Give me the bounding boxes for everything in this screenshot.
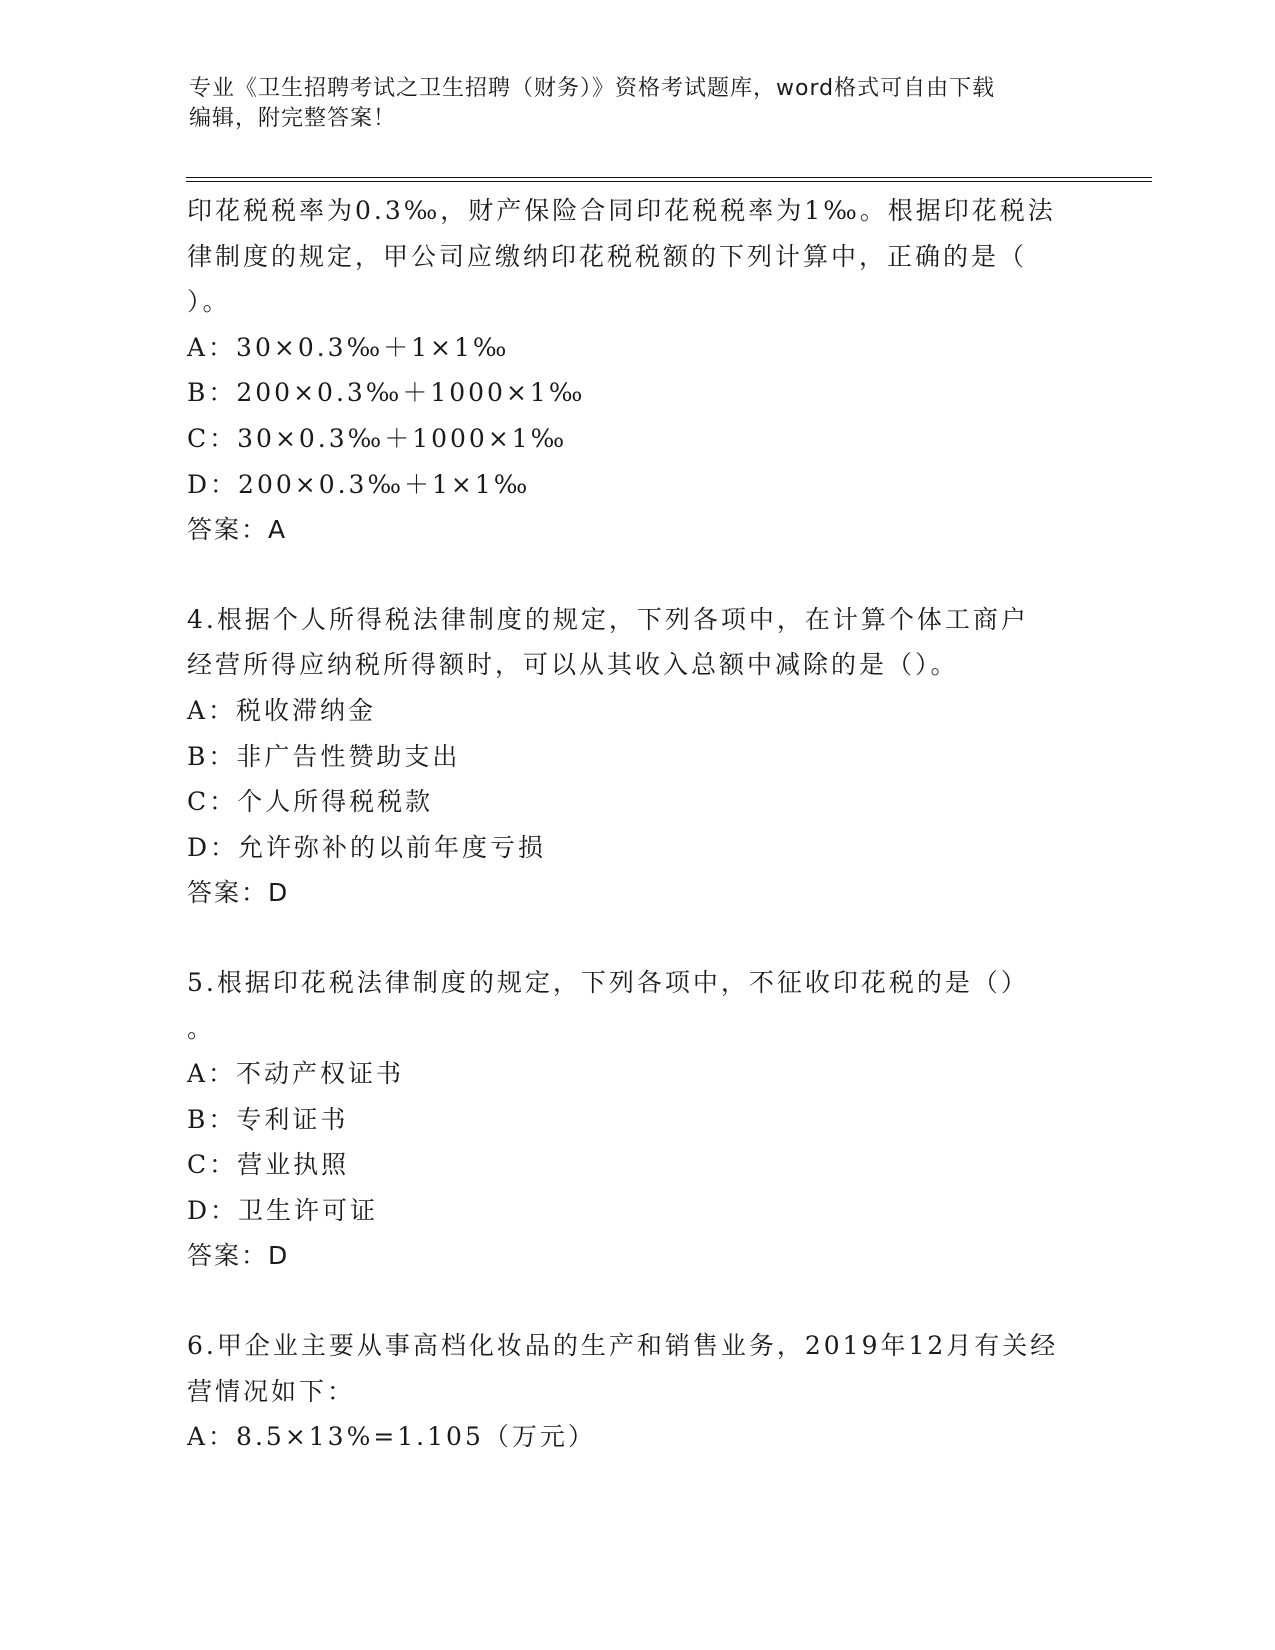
question-6 — [187, 1323, 1087, 1460]
question-3-text-line: 律制度的规定，甲公司应缴纳印花税税额的下列计算中，正确的是（ — [187, 241, 1028, 271]
spacer — [187, 1279, 1087, 1323]
question-4 — [187, 597, 1087, 916]
question-3-option-a: A：30×0.3‰＋1×1‰ — [187, 332, 510, 362]
question-3-option-b: B：200×0.3‰＋1000×1‰ — [187, 378, 586, 408]
question-4-text-line: 经营所得应纳税所得额时，可以从其收入总额中减除的是（）。 — [187, 650, 959, 680]
question-3-option-c: C：30×0.3‰＋1000×1‰ — [187, 423, 568, 453]
question-5-text-line: 。 — [187, 1013, 216, 1043]
question-3-answer: 答案：A — [187, 515, 288, 545]
question-4-answer: 答案：D — [187, 878, 290, 908]
question-3-text-line: 印花税税率为0.3‰，财产保险合同印花税税率为1‰。根据印花税法 — [187, 196, 1056, 225]
question-4-option-d: D：允许弥补的以前年度亏损 — [187, 832, 547, 862]
header-line-2: 编辑，附完整答案！ — [189, 106, 397, 131]
question-5 — [187, 960, 1087, 1279]
document-header — [189, 74, 1089, 134]
question-5-answer: 答案：D — [187, 1241, 290, 1271]
question-6-text-line: 营情况如下： — [187, 1376, 356, 1406]
document-body — [187, 188, 1087, 1460]
header-line-1: 专业《卫生招聘考试之卫生招聘（财务）》资格考试题库，word格式可自由下载 — [189, 76, 996, 101]
question-4-option-a: A：税收滞纳金 — [187, 695, 377, 725]
question-6-option-a: A：8.5×13%=1.105（万元） — [187, 1422, 596, 1452]
question-4-option-c: C：个人所得税税款 — [187, 787, 434, 817]
question-5-option-b: B：专利证书 — [187, 1104, 349, 1134]
question-3-text-line: ）。 — [187, 287, 231, 317]
question-5-option-d: D：卫生许可证 — [187, 1195, 379, 1225]
question-4-option-b: B：非广告性赞助支出 — [187, 741, 461, 771]
question-5-option-c: C：营业执照 — [187, 1150, 350, 1180]
question-5-text-line: 5.根据印花税法律制度的规定，下列各项中，不征收印花税的是（） — [187, 967, 1029, 997]
question-6-text-line: 6.甲企业主要从事高档化妆品的生产和销售业务，2019年12月有关经 — [187, 1331, 1059, 1361]
question-3 — [187, 188, 1087, 553]
spacer — [187, 553, 1087, 597]
question-5-option-a: A：不动产权证书 — [187, 1059, 405, 1089]
question-4-text-line: 4.根据个人所得税法律制度的规定，下列各项中，在计算个体工商户 — [187, 604, 1029, 634]
spacer — [187, 916, 1087, 960]
header-divider — [186, 177, 1152, 182]
question-3-option-d: D：200×0.3‰＋1×1‰ — [187, 469, 531, 499]
